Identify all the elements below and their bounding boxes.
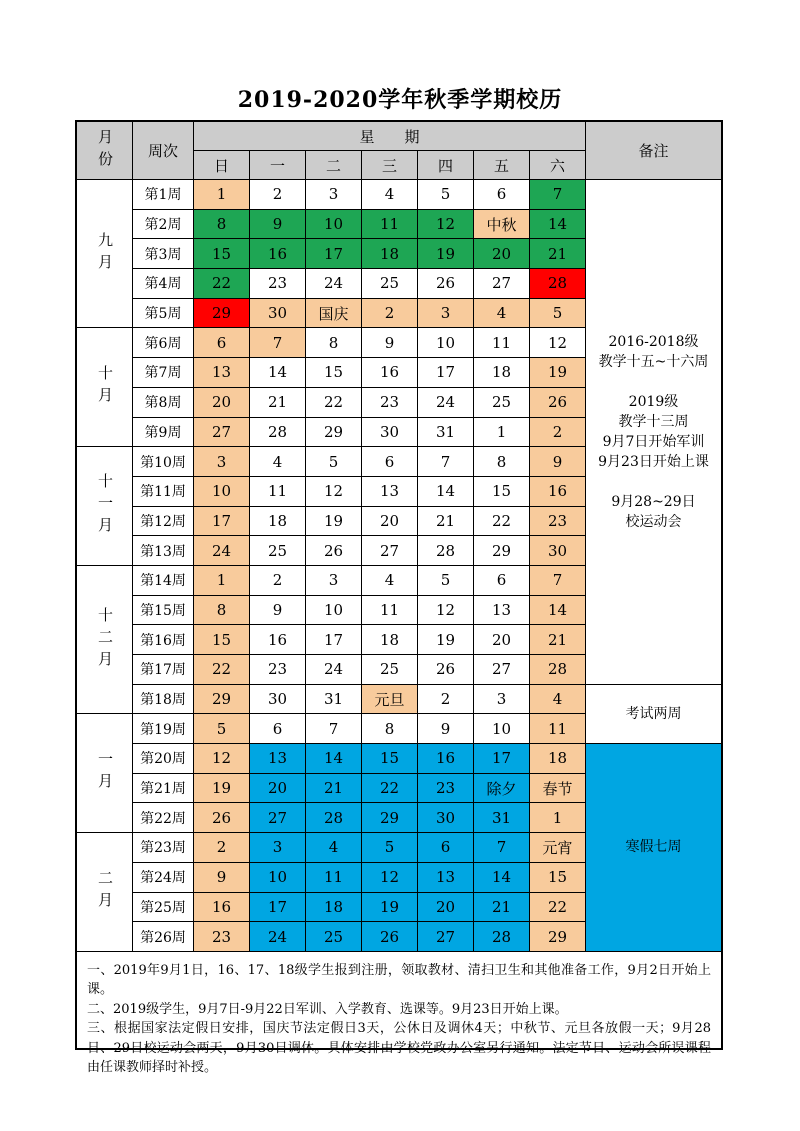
day-cell: 13: [362, 477, 417, 506]
day-cell: 13: [194, 358, 249, 387]
day-cell: 19: [418, 239, 473, 268]
day-cell: 1: [474, 418, 529, 447]
weekday-header-thu: 四: [418, 151, 473, 179]
day-cell: 3: [250, 833, 305, 862]
day-cell: 14: [418, 477, 473, 506]
day-cell: 9: [362, 328, 417, 357]
day-cell: 31: [306, 685, 361, 714]
day-cell: 9: [250, 210, 305, 239]
day-cell: 29: [306, 418, 361, 447]
week-label: 第3周: [133, 239, 193, 268]
day-cell: 22: [194, 655, 249, 684]
day-cell: 27: [474, 655, 529, 684]
week-label: 第8周: [133, 388, 193, 417]
week-label: 第19周: [133, 714, 193, 743]
day-cell: 23: [194, 922, 249, 951]
week-label: 第10周: [133, 447, 193, 476]
day-cell: 29: [362, 803, 417, 832]
week-label: 第23周: [133, 833, 193, 862]
day-cell: 21: [306, 774, 361, 803]
day-cell: 21: [530, 625, 585, 654]
day-cell: 7: [306, 714, 361, 743]
footnote-1: 一、2019年9月1日，16、17、18级学生报到注册，领取教材、清扫卫生和其他准备工作，9月2日开始上课。: [87, 962, 711, 998]
week-label: 第24周: [133, 863, 193, 892]
day-cell: 26: [362, 922, 417, 951]
day-cell: 17: [474, 744, 529, 773]
calendar-grid: [77, 122, 721, 951]
day-cell: 元旦: [362, 685, 417, 714]
day-cell: 2: [194, 833, 249, 862]
day-cell: 20: [362, 507, 417, 536]
day-cell: 1: [530, 803, 585, 832]
day-cell: 4: [362, 566, 417, 595]
day-cell: 20: [194, 388, 249, 417]
day-cell: 7: [418, 447, 473, 476]
day-cell: 20: [418, 893, 473, 922]
week-label: 第17周: [133, 655, 193, 684]
day-cell: 8: [362, 714, 417, 743]
day-cell: 13: [474, 596, 529, 625]
day-cell: 除夕: [474, 774, 529, 803]
day-cell: 21: [418, 507, 473, 536]
week-label: 第2周: [133, 210, 193, 239]
day-cell: 31: [418, 418, 473, 447]
day-cell: 7: [530, 180, 585, 209]
day-cell: 2: [418, 685, 473, 714]
page-title: 2019-2020学年秋季学期校历: [237, 87, 563, 113]
weekday-header-sun: 日: [194, 151, 249, 179]
day-cell: 2: [530, 418, 585, 447]
weekday-header-tue: 二: [306, 151, 361, 179]
semester-calendar-table: [75, 120, 723, 1076]
week-label: 第4周: [133, 269, 193, 298]
day-cell: 16: [362, 358, 417, 387]
day-cell: 11: [474, 328, 529, 357]
week-label: 第12周: [133, 507, 193, 536]
week-label: 第5周: [133, 299, 193, 328]
month-column-header: 月份: [77, 122, 132, 179]
week-label: 第26周: [133, 922, 193, 951]
day-cell: 春节: [530, 774, 585, 803]
remarks-cell-3: 寒假七周: [586, 744, 721, 951]
month-cell-4: 十二月: [77, 566, 132, 713]
day-cell: 18: [362, 625, 417, 654]
day-cell: 27: [474, 269, 529, 298]
day-cell: 3: [306, 566, 361, 595]
day-cell: 4: [530, 685, 585, 714]
day-cell: 5: [530, 299, 585, 328]
day-cell: 20: [474, 239, 529, 268]
month-cell-1: 九月: [77, 180, 132, 327]
day-cell: 15: [306, 358, 361, 387]
day-cell: 29: [194, 685, 249, 714]
day-cell: 11: [530, 714, 585, 743]
day-cell: 4: [306, 833, 361, 862]
day-cell: 5: [194, 714, 249, 743]
day-cell: 28: [530, 269, 585, 298]
day-cell: 2: [250, 180, 305, 209]
day-cell: 10: [194, 477, 249, 506]
day-cell: 25: [362, 269, 417, 298]
day-cell: 19: [530, 358, 585, 387]
day-cell: 23: [530, 507, 585, 536]
week-label: 第25周: [133, 893, 193, 922]
day-cell: 30: [250, 685, 305, 714]
day-cell: 27: [362, 536, 417, 565]
day-cell: 3: [418, 299, 473, 328]
day-cell: 17: [306, 239, 361, 268]
day-cell: 29: [474, 536, 529, 565]
day-cell: 14: [530, 596, 585, 625]
day-cell: 10: [306, 210, 361, 239]
day-cell: 5: [306, 447, 361, 476]
day-cell: 18: [474, 358, 529, 387]
day-cell: 14: [250, 358, 305, 387]
day-cell: 7: [250, 328, 305, 357]
day-cell: 13: [250, 744, 305, 773]
week-label: 第15周: [133, 596, 193, 625]
day-cell: 19: [194, 774, 249, 803]
day-cell: 5: [418, 566, 473, 595]
remarks-cell-1: 2016-2018级 教学十五~十六周 2019级 教学十三周 9月7日开始军训 9月23日开始上课 9月28~29日 校运动会: [586, 180, 721, 684]
day-cell: 24: [306, 655, 361, 684]
month-cell-2: 十月: [77, 328, 132, 446]
day-cell: 12: [418, 596, 473, 625]
footnote-3: 三、根据国家法定假日安排，国庆节法定假日3天，公休日及调休4天；中秋节、元旦各放假一天；9月28日、29日校运动会两天，9月30日调休。具体安排由学校党政办公室另行通知。法定节日、运动会所误课程由任课教师择时补授。: [87, 1021, 711, 1076]
day-cell: 18: [530, 744, 585, 773]
week-label: 第7周: [133, 358, 193, 387]
day-cell: 11: [306, 863, 361, 892]
day-cell: 16: [250, 625, 305, 654]
day-cell: 18: [250, 507, 305, 536]
day-cell: 12: [194, 744, 249, 773]
day-cell: 30: [530, 536, 585, 565]
day-cell: 27: [194, 418, 249, 447]
day-cell: 6: [362, 447, 417, 476]
day-cell: 22: [306, 388, 361, 417]
week-label: 第9周: [133, 418, 193, 447]
weekday-header-sat: 六: [530, 151, 585, 179]
day-cell: 2: [362, 299, 417, 328]
footnote-2: 二、2019级学生，9月7日-9月22日军训、入学教育、选课等。9月23日开始上课。: [87, 1001, 568, 1017]
day-cell: 3: [194, 447, 249, 476]
day-cell: 10: [306, 596, 361, 625]
month-cell-6: 二月: [77, 833, 132, 951]
day-cell: 5: [418, 180, 473, 209]
day-cell: 10: [250, 863, 305, 892]
day-cell: 21: [250, 388, 305, 417]
remarks-cell-2: 考试两周: [586, 685, 721, 743]
day-cell: 14: [474, 863, 529, 892]
day-cell: 20: [250, 774, 305, 803]
day-cell: 12: [306, 477, 361, 506]
day-cell: 6: [250, 714, 305, 743]
day-cell: 26: [306, 536, 361, 565]
day-cell: 20: [474, 625, 529, 654]
weekday-header-wed: 三: [362, 151, 417, 179]
day-cell: 23: [362, 388, 417, 417]
day-cell: 25: [362, 655, 417, 684]
month-cell-5: 一月: [77, 714, 132, 832]
day-cell: 3: [306, 180, 361, 209]
day-cell: 24: [194, 536, 249, 565]
day-cell: 14: [306, 744, 361, 773]
day-cell: 9: [418, 714, 473, 743]
day-cell: 11: [250, 477, 305, 506]
day-cell: 国庆: [306, 299, 361, 328]
day-cell: 11: [362, 210, 417, 239]
day-cell: 5: [362, 833, 417, 862]
week-label: 第16周: [133, 625, 193, 654]
day-cell: 30: [362, 418, 417, 447]
day-cell: 10: [474, 714, 529, 743]
week-label: 第1周: [133, 180, 193, 209]
day-cell: 6: [474, 180, 529, 209]
day-cell: 30: [250, 299, 305, 328]
weekday-header-fri: 五: [474, 151, 529, 179]
remarks-column-header: 备注: [586, 122, 721, 179]
day-cell: 24: [418, 388, 473, 417]
day-cell: 28: [418, 536, 473, 565]
day-cell: 18: [362, 239, 417, 268]
day-cell: 19: [362, 893, 417, 922]
day-cell: 7: [530, 566, 585, 595]
day-cell: 6: [418, 833, 473, 862]
day-cell: 8: [474, 447, 529, 476]
day-cell: 7: [474, 833, 529, 862]
day-cell: 22: [530, 893, 585, 922]
day-cell: 9: [194, 863, 249, 892]
day-cell: 29: [194, 299, 249, 328]
week-label: 第20周: [133, 744, 193, 773]
day-cell: 23: [418, 774, 473, 803]
weekday-group-header: 星期: [194, 122, 585, 150]
day-cell: 28: [306, 803, 361, 832]
day-cell: 27: [250, 803, 305, 832]
day-cell: 28: [250, 418, 305, 447]
day-cell: 29: [530, 922, 585, 951]
week-label: 第14周: [133, 566, 193, 595]
day-cell: 19: [306, 507, 361, 536]
day-cell: 18: [306, 893, 361, 922]
week-label: 第6周: [133, 328, 193, 357]
day-cell: 23: [250, 269, 305, 298]
day-cell: 17: [194, 507, 249, 536]
day-cell: 24: [250, 922, 305, 951]
day-cell: 16: [530, 477, 585, 506]
day-cell: 6: [194, 328, 249, 357]
day-cell: 4: [474, 299, 529, 328]
day-cell: 27: [418, 922, 473, 951]
day-cell: 10: [418, 328, 473, 357]
day-cell: 15: [362, 744, 417, 773]
day-cell: 28: [474, 922, 529, 951]
day-cell: 22: [474, 507, 529, 536]
day-cell: 17: [250, 893, 305, 922]
day-cell: 24: [306, 269, 361, 298]
day-cell: 19: [418, 625, 473, 654]
day-cell: 23: [250, 655, 305, 684]
day-cell: 26: [194, 803, 249, 832]
day-cell: 9: [530, 447, 585, 476]
day-cell: 26: [418, 269, 473, 298]
week-label: 第11周: [133, 477, 193, 506]
day-cell: 26: [530, 388, 585, 417]
day-cell: 31: [474, 803, 529, 832]
day-cell: 12: [418, 210, 473, 239]
day-cell: 8: [306, 328, 361, 357]
day-cell: 21: [530, 239, 585, 268]
day-cell: 25: [250, 536, 305, 565]
day-cell: 25: [306, 922, 361, 951]
day-cell: 26: [418, 655, 473, 684]
day-cell: 17: [306, 625, 361, 654]
day-cell: 15: [474, 477, 529, 506]
day-cell: 15: [530, 863, 585, 892]
day-cell: 元宵: [530, 833, 585, 862]
day-cell: 15: [194, 239, 249, 268]
day-cell: 22: [362, 774, 417, 803]
day-cell: 22: [194, 269, 249, 298]
day-cell: 16: [250, 239, 305, 268]
week-label: 第18周: [133, 685, 193, 714]
day-cell: 16: [418, 744, 473, 773]
day-cell: 2: [250, 566, 305, 595]
week-label: 第21周: [133, 774, 193, 803]
day-cell: 28: [530, 655, 585, 684]
day-cell: 4: [250, 447, 305, 476]
day-cell: 4: [362, 180, 417, 209]
day-cell: 12: [362, 863, 417, 892]
day-cell: 12: [530, 328, 585, 357]
week-label: 第13周: [133, 536, 193, 565]
day-cell: 8: [194, 596, 249, 625]
day-cell: 11: [362, 596, 417, 625]
week-label: 第22周: [133, 803, 193, 832]
day-cell: 16: [194, 893, 249, 922]
day-cell: 1: [194, 180, 249, 209]
day-cell: 25: [474, 388, 529, 417]
day-cell: 14: [530, 210, 585, 239]
weekday-header-mon: 一: [250, 151, 305, 179]
day-cell: 9: [250, 596, 305, 625]
day-cell: 8: [194, 210, 249, 239]
day-cell: 21: [474, 893, 529, 922]
day-cell: 30: [418, 803, 473, 832]
week-column-header: 周次: [133, 122, 193, 179]
day-cell: 3: [474, 685, 529, 714]
day-cell: 中秋: [474, 210, 529, 239]
day-cell: 1: [194, 566, 249, 595]
day-cell: 17: [418, 358, 473, 387]
footnotes-section: [77, 951, 721, 1076]
day-cell: 15: [194, 625, 249, 654]
day-cell: 6: [474, 566, 529, 595]
month-cell-3: 十一月: [77, 447, 132, 565]
day-cell: 13: [418, 863, 473, 892]
